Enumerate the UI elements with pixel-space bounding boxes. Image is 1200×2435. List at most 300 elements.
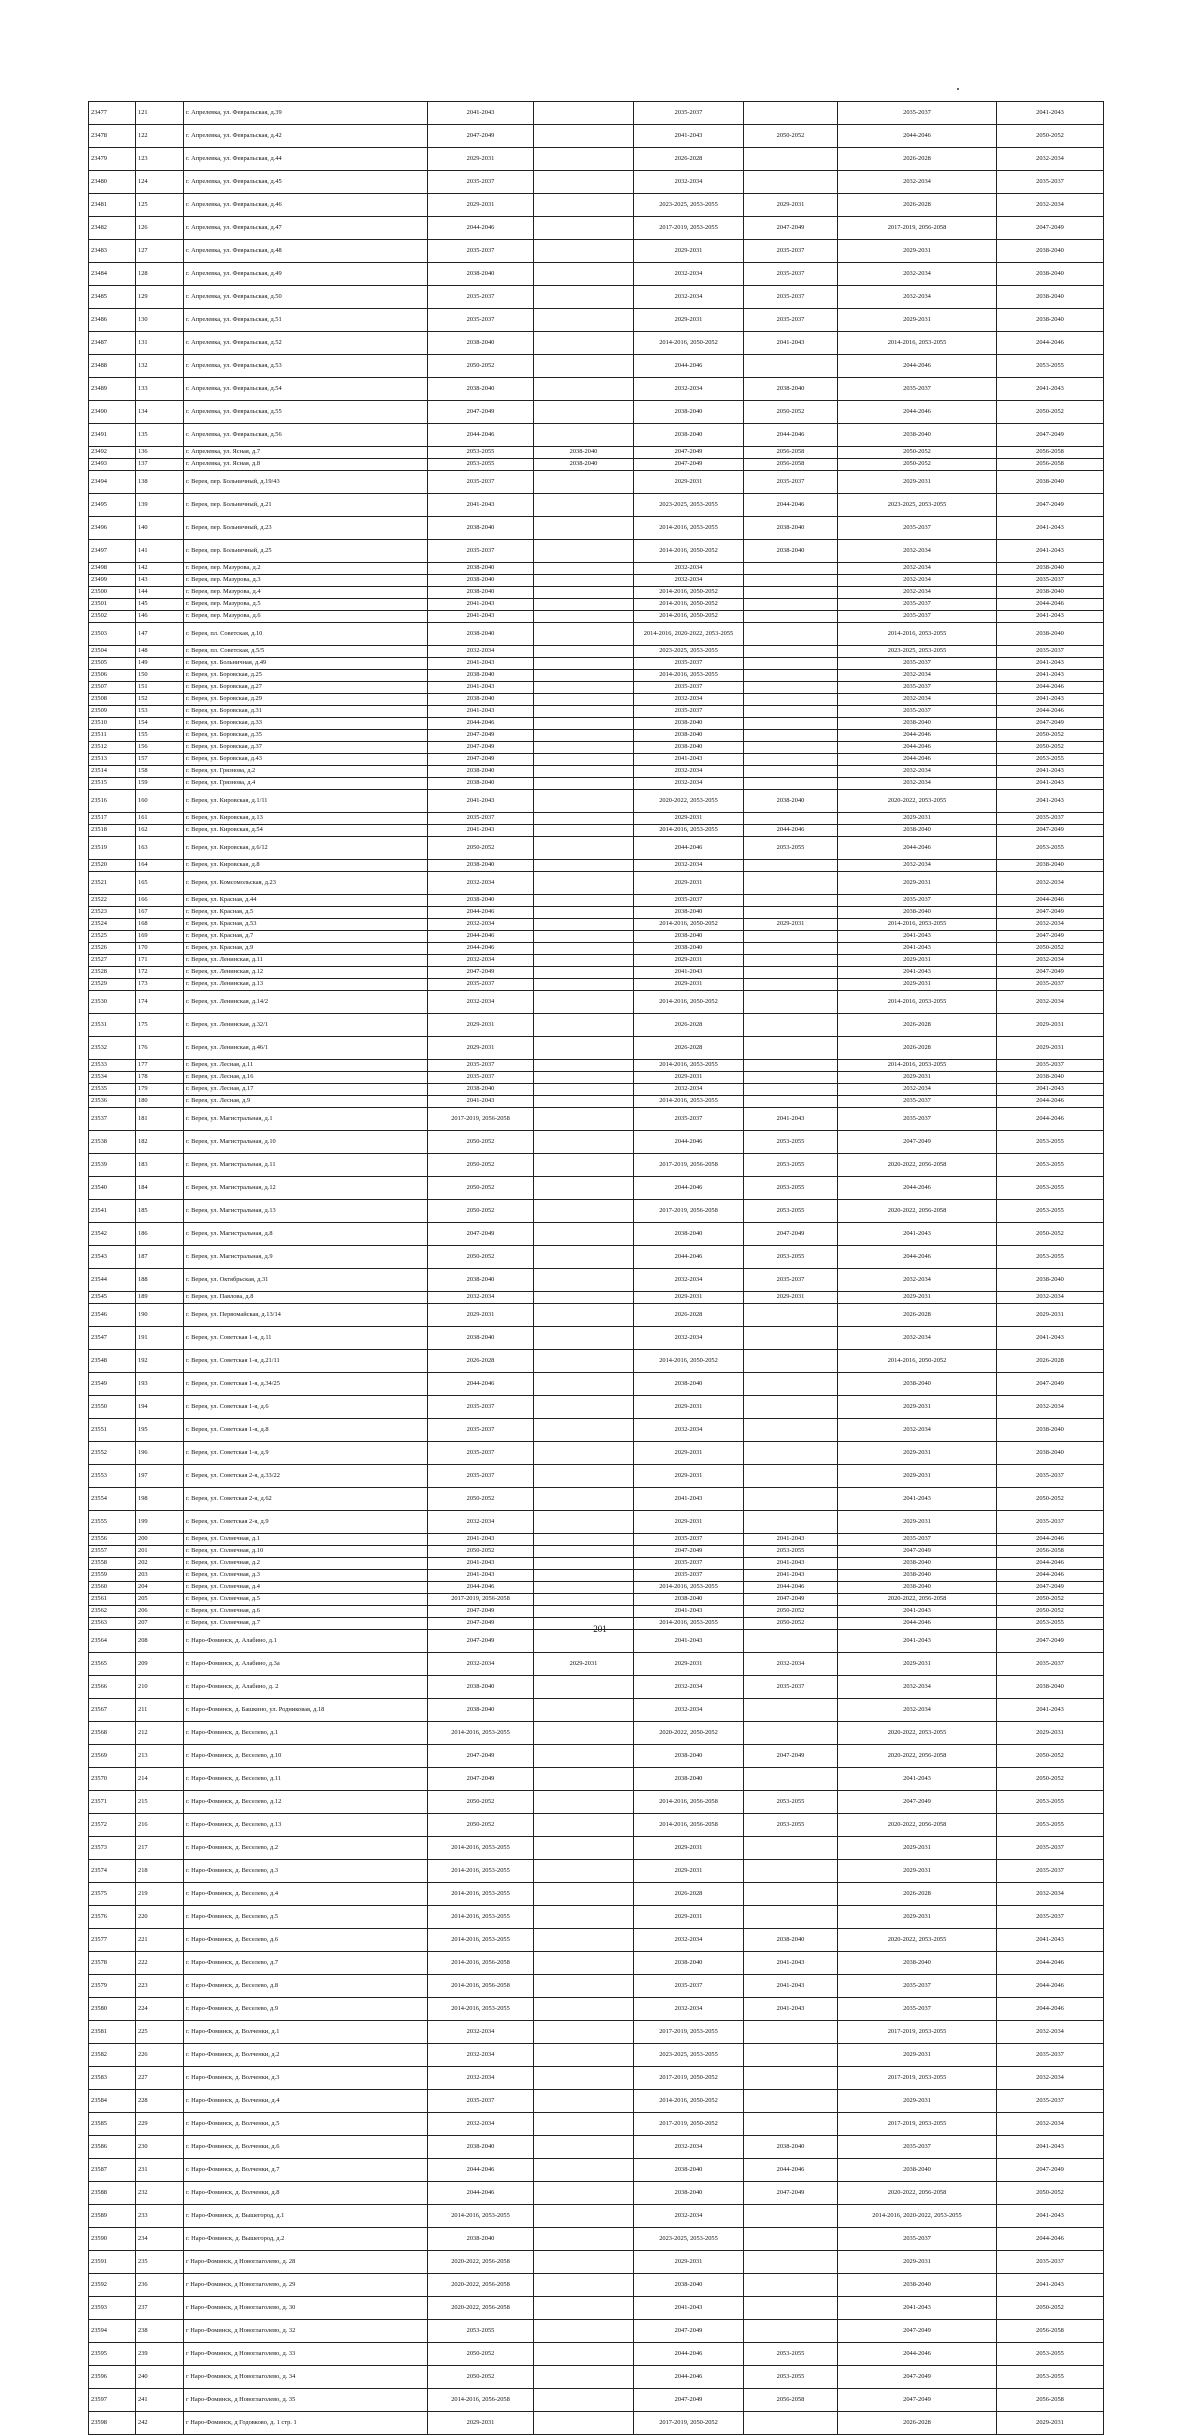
table-cell: 2035-2037	[428, 1072, 534, 1084]
table-cell: г. Верея, ул. Магистральная, д.9	[184, 1246, 428, 1269]
table-cell: 23519	[89, 837, 136, 860]
table-cell: 2038-2040	[534, 447, 634, 459]
table-row	[89, 2113, 1104, 2136]
table-cell: 234	[136, 2228, 184, 2251]
table-cell: 23534	[89, 1072, 136, 1084]
table-cell: 2032-2034	[634, 1084, 744, 1096]
table-cell: 23479	[89, 148, 136, 171]
table-cell: 2041-2043	[744, 1534, 838, 1546]
table-cell: 2044-2046	[838, 1246, 997, 1269]
table-cell: 2032-2034	[634, 766, 744, 778]
table-cell: 2029-2031	[838, 471, 997, 494]
table-cell	[534, 2274, 634, 2297]
table-cell	[534, 2021, 634, 2044]
table-cell: 2050-2052	[997, 1594, 1104, 1606]
table-cell: 2020-2022, 2053-2055	[838, 1722, 997, 1745]
table-cell: 23548	[89, 1350, 136, 1373]
table-cell: 23563	[89, 1618, 136, 1630]
table-cell: 2041-2043	[744, 1998, 838, 2021]
table-cell: 142	[136, 563, 184, 575]
table-cell: г. Верея, пер. Больничный, д.25	[184, 540, 428, 563]
table-row	[89, 1442, 1104, 1465]
table-cell	[534, 872, 634, 895]
table-cell: 2041-2043	[634, 1606, 744, 1618]
table-cell: 2023-2025, 2053-2055	[634, 194, 744, 217]
table-cell: 2029-2031	[838, 979, 997, 991]
table-cell	[534, 2205, 634, 2228]
table-cell: г. Верея, пер. Мазурова, д.4	[184, 587, 428, 599]
table-cell	[744, 766, 838, 778]
table-cell	[534, 813, 634, 825]
table-cell	[744, 1488, 838, 1511]
table-cell: 2041-2043	[997, 1929, 1104, 1952]
table-cell: г. Верея, ул. Больничная, д.49	[184, 658, 428, 670]
table-cell	[534, 424, 634, 447]
table-cell	[534, 2343, 634, 2366]
table-cell: 205	[136, 1594, 184, 1606]
table-cell: г. Верея, ул. Ленинская, д.46/1	[184, 1037, 428, 1060]
table-cell: г Наро-Фоминск, д Новоглаголево, д. 34	[184, 2366, 428, 2389]
table-cell: 2050-2052	[428, 1814, 534, 1837]
table-cell: 2053-2055	[744, 1791, 838, 1814]
table-cell: 23485	[89, 286, 136, 309]
table-cell	[534, 979, 634, 991]
table-row	[89, 1014, 1104, 1037]
table-cell: 148	[136, 646, 184, 658]
table-cell	[534, 240, 634, 263]
table-cell: 23500	[89, 587, 136, 599]
table-row	[89, 2320, 1104, 2343]
table-cell: 2041-2043	[744, 332, 838, 355]
table-cell: г. Верея, пл. Советская, д.10	[184, 623, 428, 646]
table-cell: г. Верея, ул. Солнечная, д.5	[184, 1594, 428, 1606]
table-cell: 23585	[89, 2113, 136, 2136]
table-cell: 23511	[89, 730, 136, 742]
table-cell: 23561	[89, 1594, 136, 1606]
table-cell	[534, 907, 634, 919]
table-row	[89, 742, 1104, 754]
table-row	[89, 1768, 1104, 1791]
table-cell: 2035-2037	[744, 263, 838, 286]
table-cell: 23551	[89, 1419, 136, 1442]
table-cell: 2014-2016, 2053-2055	[428, 1883, 534, 1906]
table-cell: 2035-2037	[428, 1465, 534, 1488]
table-cell: 2032-2034	[428, 2067, 534, 2090]
table-row	[89, 1304, 1104, 1327]
table-cell: 23528	[89, 967, 136, 979]
table-cell	[744, 895, 838, 907]
table-cell: 23499	[89, 575, 136, 587]
table-cell: 2038-2040	[428, 263, 534, 286]
table-cell: 23555	[89, 1511, 136, 1534]
table-cell: 23496	[89, 517, 136, 540]
table-cell: 23531	[89, 1014, 136, 1037]
table-cell: г. Верея, ул. Боровская, д.31	[184, 706, 428, 718]
table-cell: 2035-2037	[428, 540, 534, 563]
table-cell	[534, 1246, 634, 1269]
table-cell: 2047-2049	[428, 742, 534, 754]
table-cell: 232	[136, 2182, 184, 2205]
table-cell: 2035-2037	[838, 517, 997, 540]
table-cell: 184	[136, 1177, 184, 1200]
table-cell	[534, 1837, 634, 1860]
table-cell: 2035-2037	[428, 1419, 534, 1442]
table-cell: 2029-2031	[838, 1653, 997, 1676]
table-cell	[744, 2205, 838, 2228]
table-cell	[744, 706, 838, 718]
table-cell	[534, 1546, 634, 1558]
table-cell	[744, 754, 838, 766]
table-cell: 2032-2034	[838, 860, 997, 872]
table-cell: 2041-2043	[634, 754, 744, 766]
table-cell: 2014-2016, 2053-2055	[428, 1998, 534, 2021]
table-cell: г. Верея, ул. Магистральная, д.10	[184, 1131, 428, 1154]
table-cell: 2020-2022, 2053-2055	[838, 790, 997, 813]
table-cell: 2038-2040	[838, 907, 997, 919]
table-cell	[744, 730, 838, 742]
table-cell: 2029-2031	[997, 2412, 1104, 2435]
table-row	[89, 943, 1104, 955]
table-cell: 2020-2022, 2056-2058	[838, 1200, 997, 1223]
table-cell: 2026-2028	[838, 2412, 997, 2435]
table-cell: 2035-2037	[838, 378, 997, 401]
table-cell: 2032-2034	[838, 1419, 997, 1442]
table-cell: 2047-2049	[428, 1768, 534, 1791]
table-cell: 2035-2037	[838, 2228, 997, 2251]
table-cell: г. Верея, ул. Кировская, д.1/11	[184, 790, 428, 813]
table-row	[89, 872, 1104, 895]
table-cell: 2050-2052	[428, 1154, 534, 1177]
table-cell: 2050-2052	[997, 943, 1104, 955]
table-cell	[534, 2297, 634, 2320]
table-cell: 2035-2037	[838, 599, 997, 611]
table-cell: 165	[136, 872, 184, 895]
table-row	[89, 1465, 1104, 1488]
table-row	[89, 102, 1104, 125]
table-cell: 2044-2046	[744, 1582, 838, 1594]
table-cell	[534, 1998, 634, 2021]
table-cell: 2038-2040	[428, 1269, 534, 1292]
table-cell: 2032-2034	[838, 778, 997, 790]
table-cell: 2023-2025, 2053-2055	[838, 494, 997, 517]
table-cell: 2056-2058	[744, 459, 838, 471]
table-cell: 23506	[89, 670, 136, 682]
table-cell: 2029-2031	[634, 955, 744, 967]
table-cell: 2032-2034	[428, 2044, 534, 2067]
table-cell	[534, 1676, 634, 1699]
table-cell: 2047-2049	[997, 967, 1104, 979]
table-cell: 170	[136, 943, 184, 955]
table-cell: 2017-2019, 2053-2055	[838, 2113, 997, 2136]
table-cell	[534, 1327, 634, 1350]
table-cell: 2014-2016, 2050-2052	[634, 332, 744, 355]
table-cell: 226	[136, 2044, 184, 2067]
table-cell: 2020-2022, 2056-2058	[838, 2182, 997, 2205]
table-cell: 23508	[89, 694, 136, 706]
table-cell: 23552	[89, 1442, 136, 1465]
table-row	[89, 919, 1104, 931]
table-row	[89, 1096, 1104, 1108]
table-cell: 2029-2031	[838, 1072, 997, 1084]
table-cell: 2047-2049	[428, 125, 534, 148]
table-cell: 2032-2034	[634, 1676, 744, 1699]
table-cell: 2050-2052	[997, 1768, 1104, 1791]
table-cell: 2038-2040	[634, 718, 744, 730]
table-cell: 2035-2037	[634, 658, 744, 670]
table-row	[89, 1594, 1104, 1606]
table-cell: г. Апрелевка, ул. Ясная, д.7	[184, 447, 428, 459]
table-cell: 2020-2022, 2056-2058	[838, 1594, 997, 1606]
table-cell: 23544	[89, 1269, 136, 1292]
table-cell: 2050-2052	[997, 1606, 1104, 1618]
table-row	[89, 1582, 1104, 1594]
table-cell: 2053-2055	[997, 1131, 1104, 1154]
table-cell: 2017-2019, 2056-2058	[634, 1154, 744, 1177]
table-cell: 2026-2028	[428, 1350, 534, 1373]
table-cell: 175	[136, 1014, 184, 1037]
table-cell: 2029-2031	[838, 1860, 997, 1883]
table-cell: 2053-2055	[744, 1546, 838, 1558]
table-cell: 2032-2034	[634, 171, 744, 194]
table-row	[89, 2297, 1104, 2320]
table-cell: 2050-2052	[428, 837, 534, 860]
table-cell	[534, 694, 634, 706]
table-cell: 2038-2040	[997, 623, 1104, 646]
table-cell: 150	[136, 670, 184, 682]
table-row	[89, 2274, 1104, 2297]
table-cell: 2038-2040	[997, 587, 1104, 599]
table-cell: 2035-2037	[428, 1060, 534, 1072]
table-cell: г. Наро-Фоминск, д. Волченки, д.3	[184, 2067, 428, 2090]
table-cell: 2032-2034	[838, 540, 997, 563]
table-cell: 2047-2049	[838, 1791, 997, 1814]
table-cell: 2041-2043	[997, 102, 1104, 125]
table-cell	[744, 1511, 838, 1534]
table-row	[89, 1511, 1104, 1534]
table-cell	[534, 355, 634, 378]
table-cell: г. Апрелевка, ул. Февральская, д.47	[184, 217, 428, 240]
table-cell: 2017-2019, 2056-2058	[634, 1200, 744, 1223]
table-cell: 2038-2040	[997, 1419, 1104, 1442]
table-cell: 2032-2034	[838, 1676, 997, 1699]
table-cell: 23598	[89, 2412, 136, 2435]
table-cell: г. Апрелевка, ул. Февральская, д.51	[184, 309, 428, 332]
table-cell: 199	[136, 1511, 184, 1534]
table-cell	[744, 1442, 838, 1465]
table-row	[89, 1084, 1104, 1096]
table-cell: г. Верея, ул. Кировская, д.13	[184, 813, 428, 825]
table-cell: 2053-2055	[997, 1200, 1104, 1223]
table-cell	[744, 694, 838, 706]
table-cell: 2038-2040	[634, 931, 744, 943]
table-cell: 2047-2049	[428, 401, 534, 424]
table-cell: 151	[136, 682, 184, 694]
table-cell: г. Апрелевка, ул. Февральская, д.45	[184, 171, 428, 194]
table-cell: 236	[136, 2274, 184, 2297]
table-cell: 218	[136, 1860, 184, 1883]
table-cell: 2014-2016, 2053-2055	[428, 1929, 534, 1952]
table-cell: 2038-2040	[428, 1327, 534, 1350]
table-cell: 2053-2055	[997, 1791, 1104, 1814]
table-cell: 2035-2037	[428, 813, 534, 825]
table-cell	[534, 2044, 634, 2067]
table-cell	[534, 2182, 634, 2205]
table-cell	[534, 1373, 634, 1396]
table-cell: 2038-2040	[997, 1072, 1104, 1084]
table-cell	[744, 171, 838, 194]
table-row	[89, 1200, 1104, 1223]
table-cell: 2038-2040	[838, 1558, 997, 1570]
table-cell: 2032-2034	[634, 286, 744, 309]
table-cell: 136	[136, 447, 184, 459]
table-cell: 2029-2031	[997, 1304, 1104, 1327]
table-cell: 2053-2055	[744, 1177, 838, 1200]
table-cell	[534, 1442, 634, 1465]
table-cell: 2044-2046	[838, 401, 997, 424]
table-cell: 2038-2040	[634, 1745, 744, 1768]
table-cell: 2047-2049	[634, 2389, 744, 2412]
table-cell: 2035-2037	[744, 471, 838, 494]
table-cell: 23562	[89, 1606, 136, 1618]
table-cell: 2014-2016, 2053-2055	[428, 1837, 534, 1860]
table-cell: 23570	[89, 1768, 136, 1791]
table-cell	[534, 471, 634, 494]
table-cell: 2032-2034	[634, 694, 744, 706]
table-cell: 2029-2031	[634, 1072, 744, 1084]
table-cell: г. Верея, ул. Октябрьская, д.31	[184, 1269, 428, 1292]
table-cell	[744, 872, 838, 895]
table-cell: 2014-2016, 2053-2055	[634, 670, 744, 682]
table-cell: 2041-2043	[428, 658, 534, 670]
table-row	[89, 575, 1104, 587]
table-cell: 2029-2031	[634, 2251, 744, 2274]
table-cell: 2041-2043	[997, 2205, 1104, 2228]
table-cell: г. Апрелевка, ул. Ясная, д.8	[184, 459, 428, 471]
table-cell	[744, 2090, 838, 2113]
table-cell: 2038-2040	[997, 309, 1104, 332]
table-cell: 2038-2040	[634, 401, 744, 424]
table-cell	[534, 1096, 634, 1108]
table-cell: 2041-2043	[838, 931, 997, 943]
table-cell: 2041-2043	[838, 1768, 997, 1791]
table-cell: 2050-2052	[997, 1745, 1104, 1768]
table-cell	[744, 1768, 838, 1791]
table-cell: 23501	[89, 599, 136, 611]
table-cell: г. Наро-Фоминск, д. Волченки, д.4	[184, 2090, 428, 2113]
table-cell	[744, 1699, 838, 1722]
table-row	[89, 1108, 1104, 1131]
table-cell: 130	[136, 309, 184, 332]
table-cell	[744, 1883, 838, 1906]
table-cell: 23521	[89, 872, 136, 895]
table-cell: 2044-2046	[428, 931, 534, 943]
table-cell: 23572	[89, 1814, 136, 1837]
table-cell	[744, 1060, 838, 1072]
table-cell: 128	[136, 263, 184, 286]
table-cell	[534, 2366, 634, 2389]
table-cell: 185	[136, 1200, 184, 1223]
table-cell	[534, 1223, 634, 1246]
table-cell: 127	[136, 240, 184, 263]
table-row	[89, 2228, 1104, 2251]
table-row	[89, 125, 1104, 148]
table-cell: 23493	[89, 459, 136, 471]
table-cell: г. Апрелевка, ул. Февральская, д.49	[184, 263, 428, 286]
table-cell: 2038-2040	[634, 2159, 744, 2182]
table-cell: 223	[136, 1975, 184, 1998]
table-row	[89, 587, 1104, 599]
table-cell	[534, 790, 634, 813]
table-cell: 167	[136, 907, 184, 919]
table-cell: 2032-2034	[428, 955, 534, 967]
table-cell: 2029-2031	[634, 1465, 744, 1488]
table-cell: 2032-2034	[428, 1511, 534, 1534]
table-cell: 2029-2031	[997, 1014, 1104, 1037]
table-cell: 23537	[89, 1108, 136, 1131]
table-cell: 2032-2034	[634, 860, 744, 872]
table-cell: 2035-2037	[838, 1998, 997, 2021]
table-row	[89, 1223, 1104, 1246]
table-cell: 2032-2034	[997, 1883, 1104, 1906]
table-cell: 2056-2058	[744, 447, 838, 459]
table-cell	[534, 1465, 634, 1488]
table-cell: 2044-2046	[838, 754, 997, 766]
table-cell: 2032-2034	[997, 872, 1104, 895]
table-cell: 2050-2052	[428, 355, 534, 378]
table-cell: г. Верея, ул. Магистральная, д.8	[184, 1223, 428, 1246]
table-cell	[534, 2320, 634, 2343]
table-row	[89, 706, 1104, 718]
table-cell: 23575	[89, 1883, 136, 1906]
table-cell: 215	[136, 1791, 184, 1814]
table-cell: г. Верея, ул. Боровская, д.27	[184, 682, 428, 694]
table-cell: 2032-2034	[428, 919, 534, 931]
table-cell: 2053-2055	[997, 754, 1104, 766]
table-cell: г. Верея, пер. Больничный, д.23	[184, 517, 428, 540]
table-cell: 23489	[89, 378, 136, 401]
table-cell: г. Верея, ул. Боровская, д.43	[184, 754, 428, 766]
table-cell: 23477	[89, 102, 136, 125]
table-cell: 2038-2040	[838, 424, 997, 447]
table-cell: 2038-2040	[634, 742, 744, 754]
table-cell: 2032-2034	[744, 1653, 838, 1676]
table-cell: 137	[136, 459, 184, 471]
table-cell: 2020-2022, 2056-2058	[838, 1745, 997, 1768]
table-cell	[534, 1883, 634, 1906]
table-row	[89, 309, 1104, 332]
table-cell: 2035-2037	[838, 1108, 997, 1131]
table-cell: 2032-2034	[634, 575, 744, 587]
table-cell: 2053-2055	[744, 1200, 838, 1223]
table-row	[89, 1814, 1104, 1837]
table-cell: 231	[136, 2159, 184, 2182]
table-cell: 2041-2043	[838, 1223, 997, 1246]
table-row	[89, 378, 1104, 401]
table-cell: 23569	[89, 1745, 136, 1768]
table-cell	[744, 907, 838, 919]
table-row	[89, 2251, 1104, 2274]
table-cell: г. Верея, ул. Ленинская, д.32/1	[184, 1014, 428, 1037]
table-cell: 2047-2049	[428, 1618, 534, 1630]
table-cell: 2041-2043	[997, 778, 1104, 790]
table-cell: 129	[136, 286, 184, 309]
table-cell: 2014-2016, 2050-2052	[634, 540, 744, 563]
table-cell: 2038-2040	[428, 766, 534, 778]
table-cell: 2020-2022, 2056-2058	[838, 1814, 997, 1837]
table-row	[89, 754, 1104, 766]
table-cell	[534, 611, 634, 623]
table-cell: 23490	[89, 401, 136, 424]
